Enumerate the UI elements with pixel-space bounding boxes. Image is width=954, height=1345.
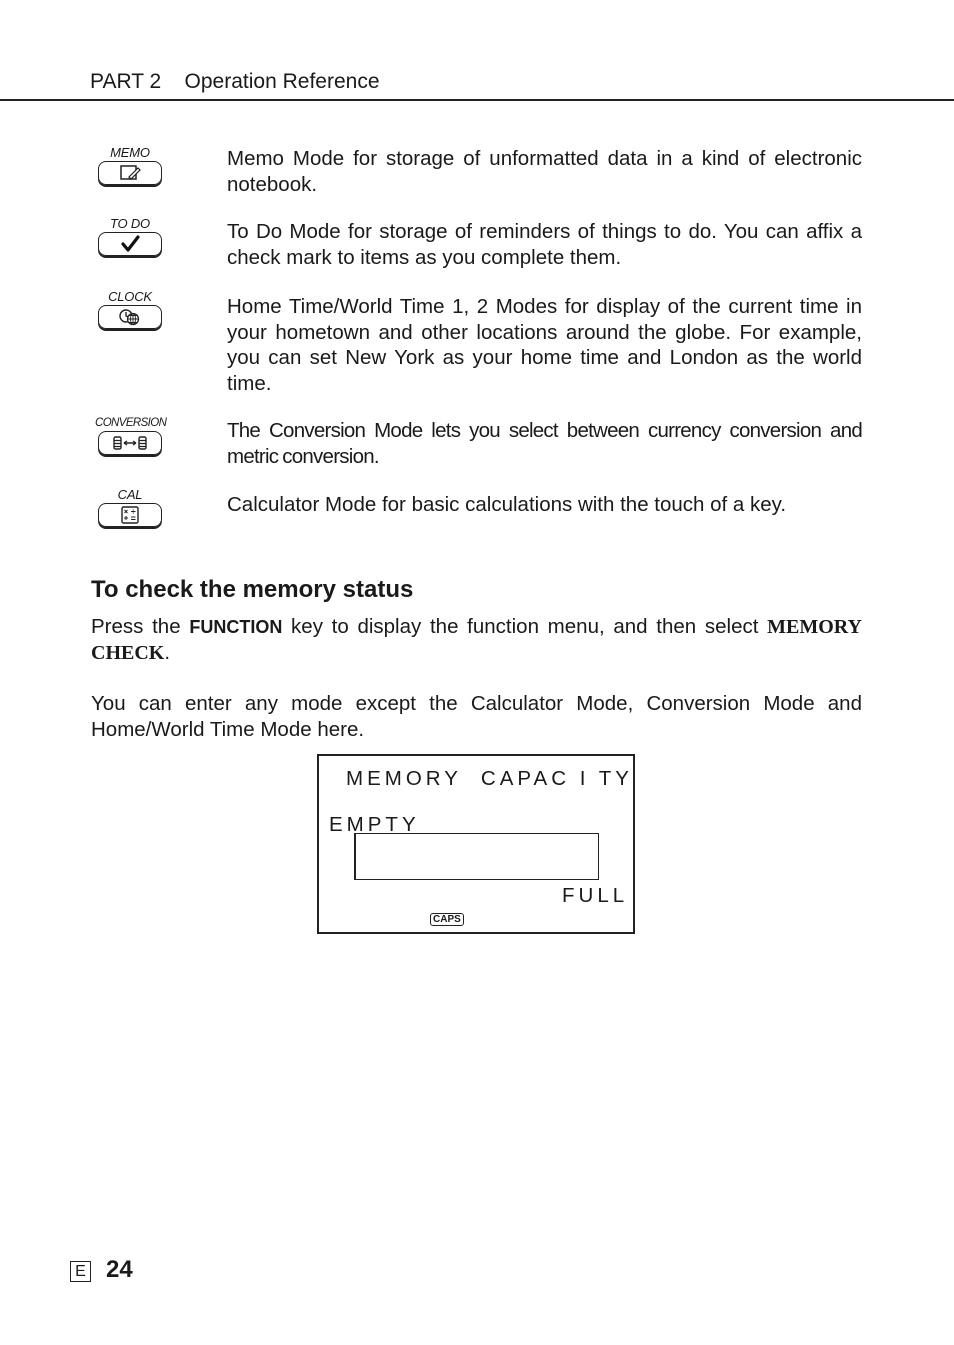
todo-key	[95, 217, 165, 256]
memory-usage-bar	[354, 833, 599, 880]
instruction-end: .	[164, 641, 171, 664]
menu-command: MEMORY CHECK	[91, 616, 862, 664]
key-cap	[98, 503, 162, 527]
memo-description: Memo Mode for storage of unformatted data in a kind of electronic notebook.	[227, 147, 862, 196]
key-label: TO DO	[110, 216, 150, 231]
clock-globe-icon	[115, 308, 145, 326]
key-label: MEMO	[110, 145, 150, 160]
key-label: CLOCK	[108, 289, 152, 304]
lcd-display	[317, 754, 635, 934]
header-section: Operation Reference	[184, 70, 380, 93]
lcd-empty-label: EMPTY	[329, 813, 420, 836]
header-part: PART 2	[90, 70, 162, 93]
header-rule	[0, 99, 954, 101]
lcd-full-label: FULL	[562, 884, 629, 907]
clock-description: Home Time/World Time 1, 2 Modes for display of the current time in your hometown and other locations around the globe. For example, you can set New York as your home time and London as the world time.	[227, 295, 862, 395]
key-label: CAL	[117, 487, 143, 502]
key-cap	[98, 431, 162, 455]
conversion-arrows-icon	[108, 434, 152, 452]
caps-indicator: CAPS	[430, 913, 464, 926]
instruction-text-2: key to display the function menu, and then select	[282, 615, 768, 638]
calculator-icon	[117, 505, 143, 525]
conversion-description: The Conversion Mode lets you select between currency conversion and metric conversion.	[227, 419, 862, 468]
clock-key	[95, 290, 165, 329]
instruction-paragraph	[91, 614, 862, 666]
key-label: CONVERSION	[95, 417, 167, 429]
header-text	[90, 70, 380, 94]
lcd-title: MEMORY CAPAC I TY	[346, 767, 633, 790]
key-cap	[98, 305, 162, 329]
function-key-name: FUNCTION	[189, 617, 283, 637]
section-title: To check the memory status	[91, 576, 414, 603]
key-cap	[98, 232, 162, 256]
instruction-text-1: Press the	[91, 615, 190, 638]
memo-key	[95, 146, 165, 185]
conversion-key	[95, 416, 165, 455]
todo-description: To Do Mode for storage of reminders of things to do. You can affix a check mark to items as you complete them.	[227, 220, 862, 269]
cal-key	[95, 488, 165, 527]
note-paragraph: You can enter any mode except the Calculator Mode, Conversion Mode and Home/World Time Mode here.	[91, 692, 862, 741]
key-cap	[98, 161, 162, 185]
page-number: 24	[106, 1256, 133, 1283]
cal-description: Calculator Mode for basic calculations with the touch of a key.	[227, 493, 787, 516]
language-marker: E	[70, 1261, 91, 1282]
checkmark-icon	[118, 235, 142, 253]
memo-notepad-icon	[116, 164, 144, 182]
